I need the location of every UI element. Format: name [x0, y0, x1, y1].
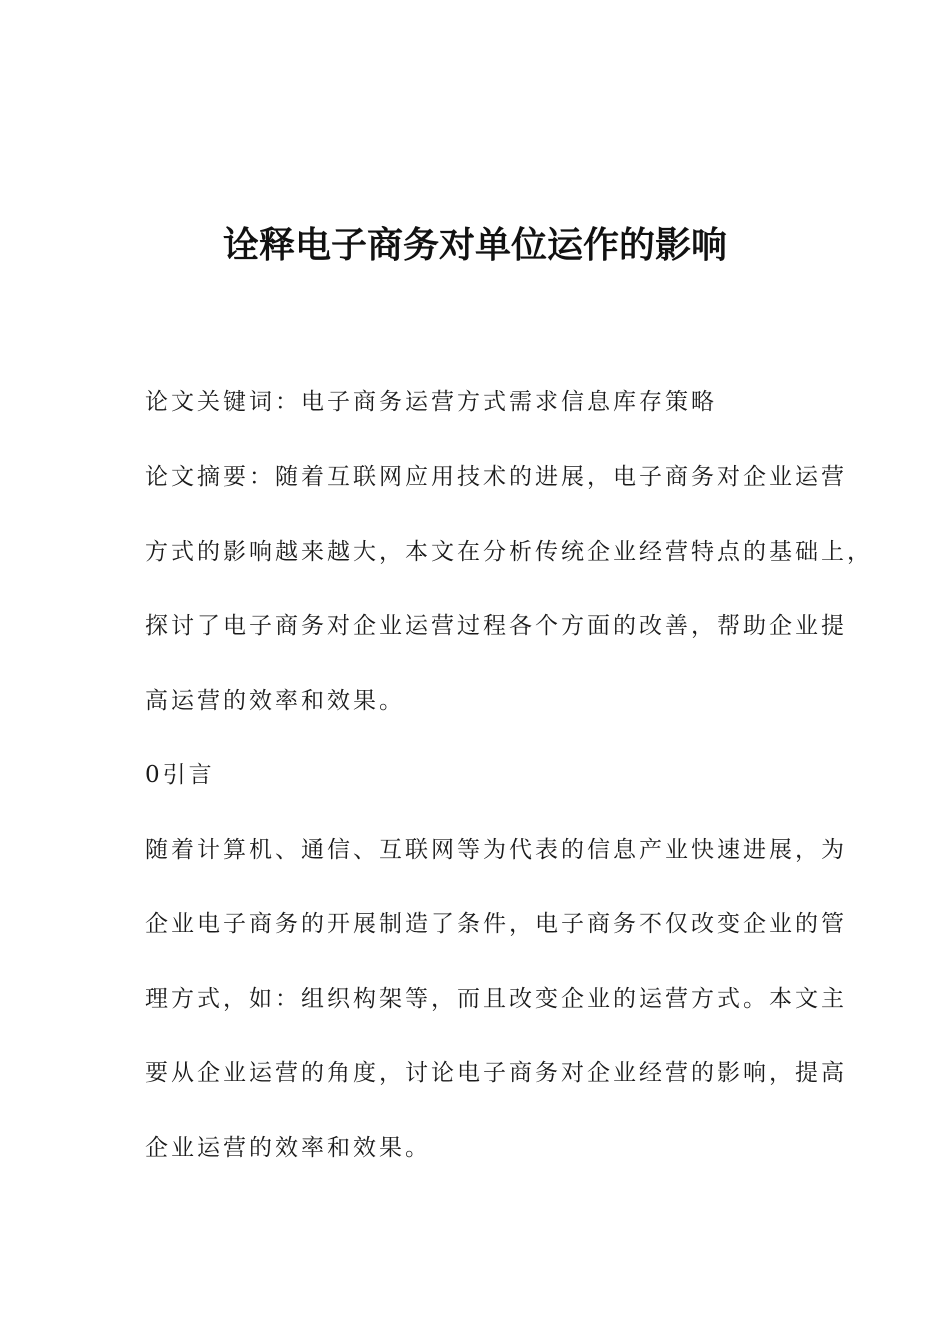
section-heading: 0引言 — [145, 762, 215, 788]
intro-line-5: 企业运营的效率和效果。 — [145, 1135, 431, 1161]
intro-line-4: 要从企业运营的角度，讨论电子商务对企业经营的影响，提高 — [145, 1060, 847, 1086]
intro-line-2: 企业电子商务的开展制造了条件，电子商务不仅改变企业的管 — [145, 911, 847, 937]
keywords-line: 论文关键词：电子商务运营方式需求信息库存策略 — [145, 389, 717, 415]
abstract-line-2: 方式的影响越来越大，本文在分析传统企业经营特点的基础上， — [145, 539, 873, 565]
intro-line-1: 随着计算机、通信、互联网等为代表的信息产业快速进展，为 — [145, 837, 847, 863]
document-title: 诠释电子商务对单位运作的影响 — [222, 225, 727, 266]
intro-line-3: 理方式，如：组织构架等，而且改变企业的运营方式。本文主 — [145, 986, 847, 1012]
abstract-line-4: 高运营的效率和效果。 — [145, 688, 405, 714]
abstract-line-3: 探讨了电子商务对企业运营过程各个方面的改善，帮助企业提 — [145, 613, 847, 639]
abstract-line-1: 论文摘要：随着互联网应用技术的进展，电子商务对企业运营 — [145, 464, 847, 490]
